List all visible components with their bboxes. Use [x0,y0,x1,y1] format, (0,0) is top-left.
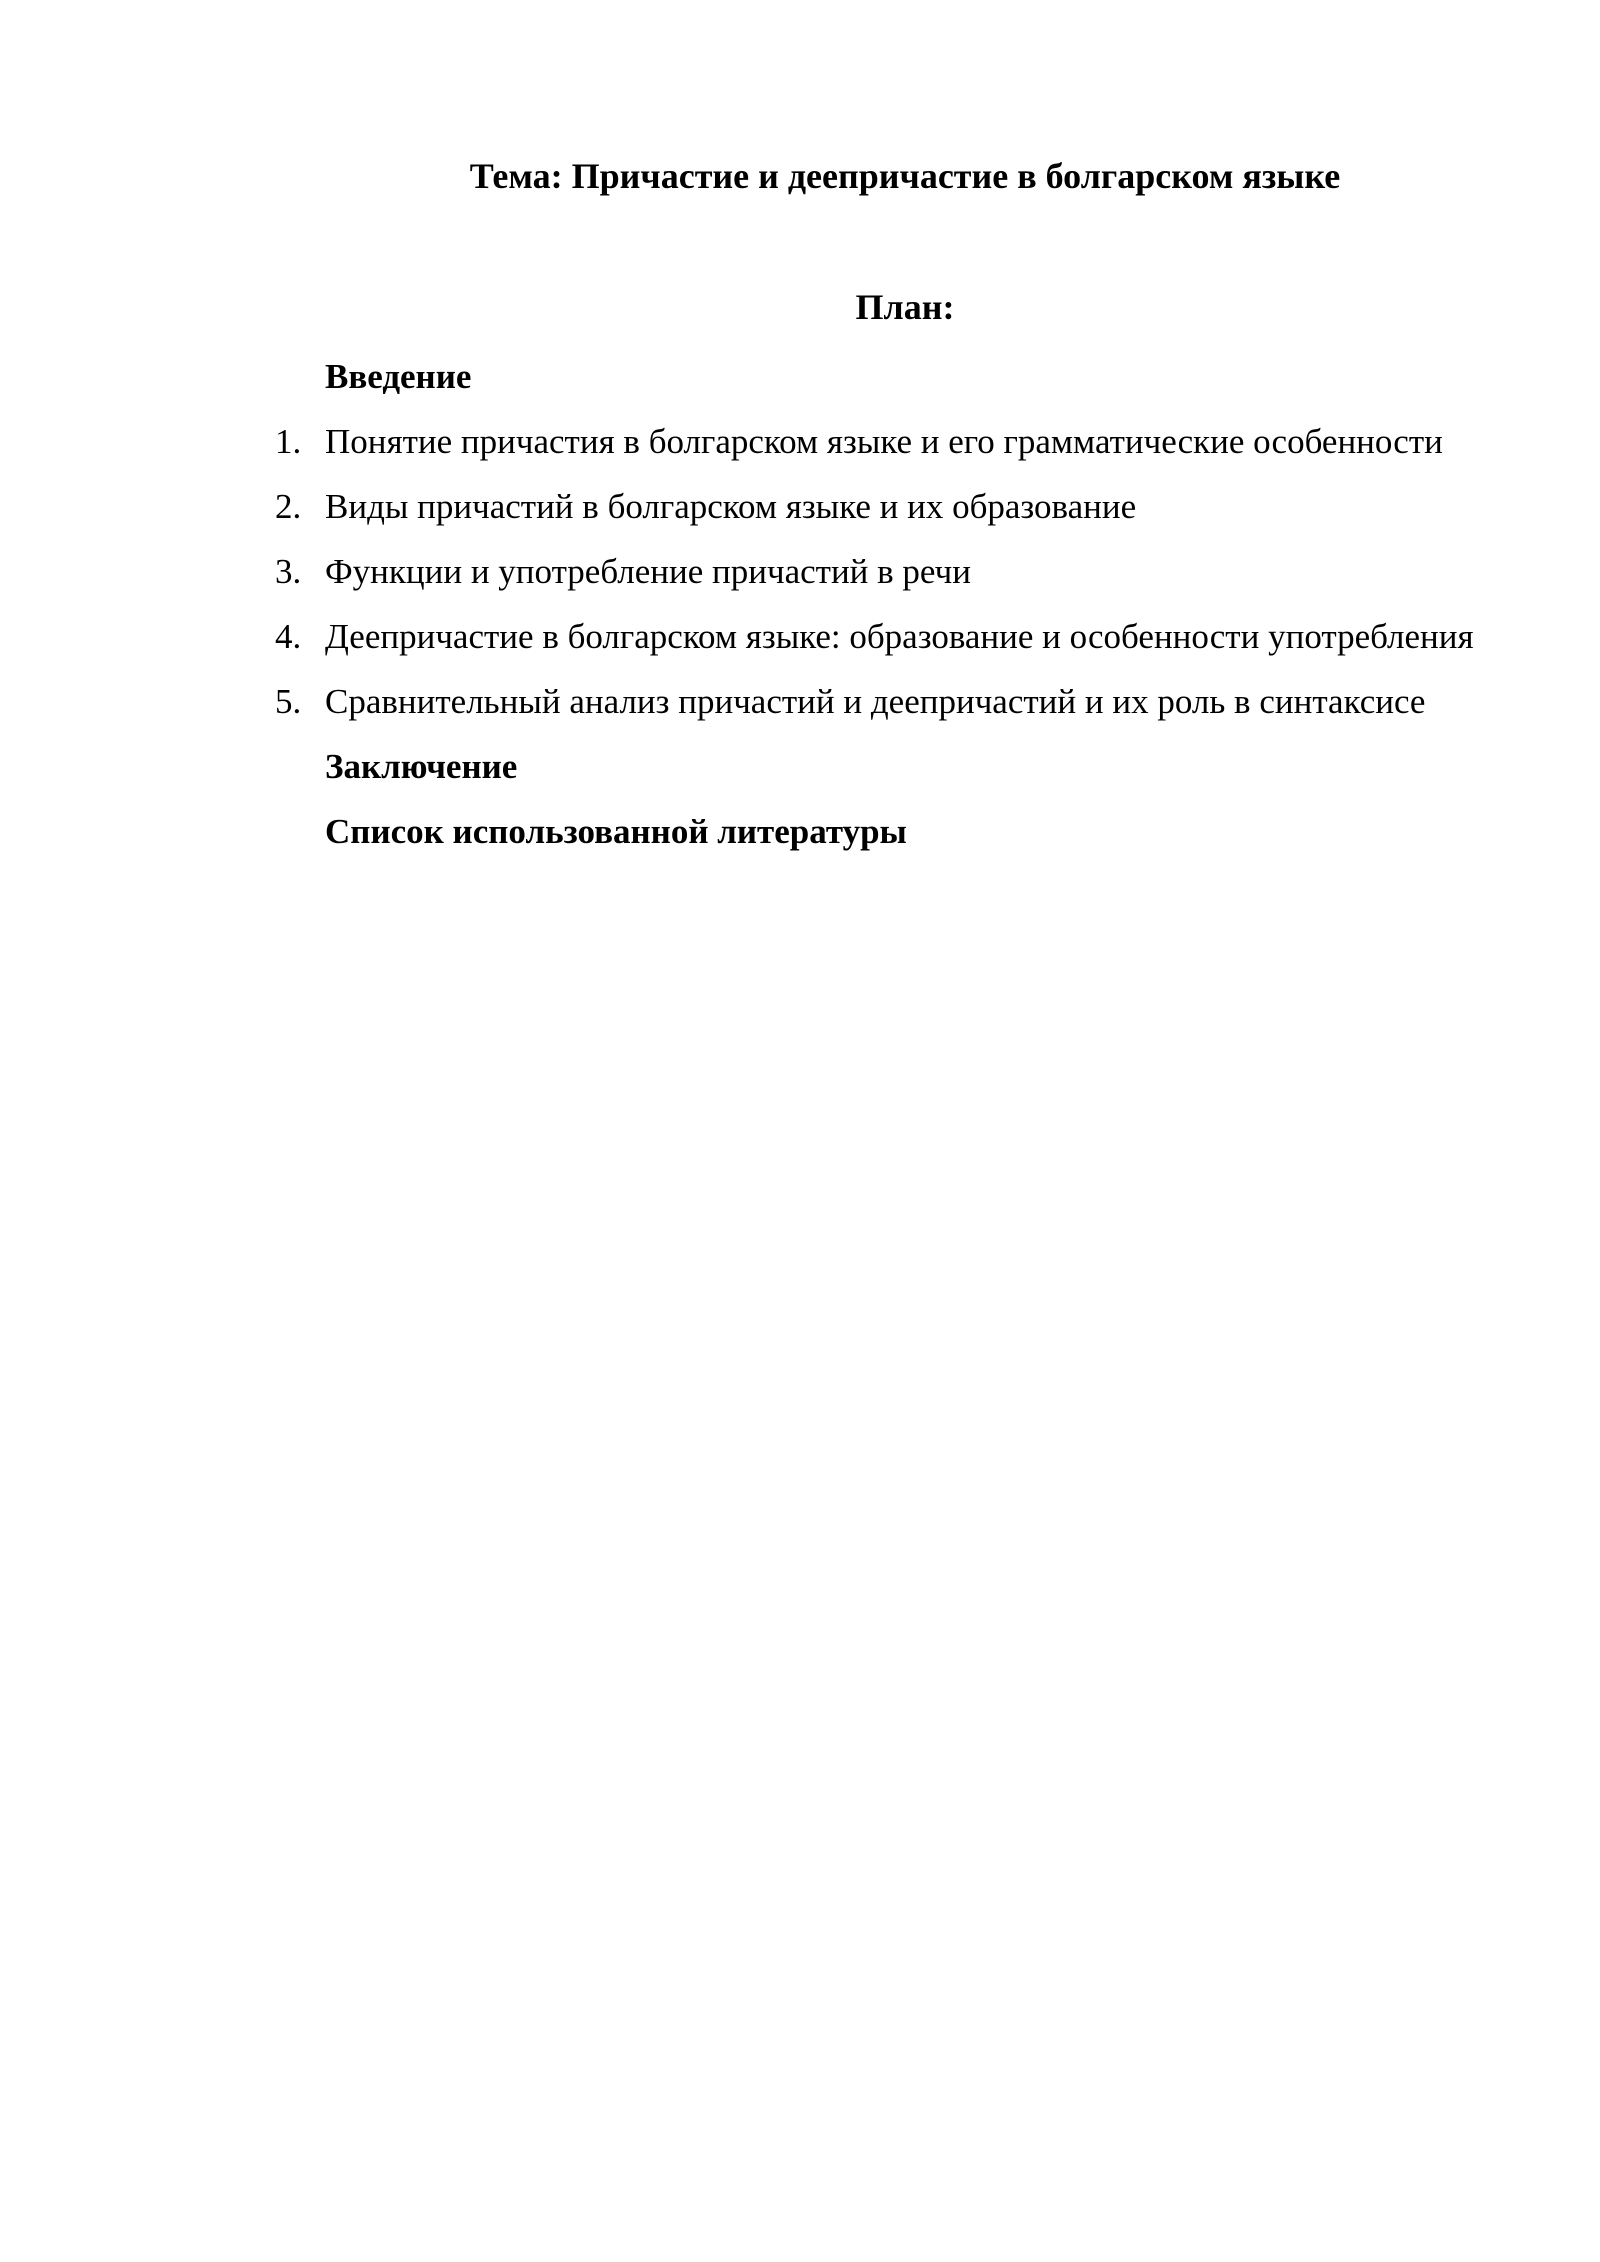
plan-list [275,409,1488,734]
plan-item-number: 2. [275,487,302,526]
plan-item-2 [275,474,1488,539]
plan-item-5 [275,669,1488,734]
plan-item-1 [275,409,1488,474]
plan-item-number: 4. [275,617,302,656]
plan-item-text: Сравнительный анализ причастий и деепричастий и их роль в синтаксисе [325,682,1426,721]
plan-content [275,344,1488,864]
plan-item-text: Функции и употребление причастий в речи [325,552,971,591]
conclusion-heading: Заключение [325,747,518,786]
plan-item-3 [275,539,1488,604]
plan-item-text: Понятие причастия в болгарском языке и его грамматические особенности [325,422,1443,461]
plan-item-text: Деепричастие в болгарском языке: образование и особенности употребления [325,617,1474,656]
intro-heading: Введение [325,357,472,396]
document-title: Тема: Причастие и деепричастие в болгарском языке [469,156,1341,196]
plan-item-number: 3. [275,552,302,591]
plan-item-number: 5. [275,682,302,721]
plan-item-text: Виды причастий в болгарском языке и их образование [325,487,1137,526]
plan-heading: План: [855,287,955,327]
references-heading: Список использованной литературы [325,812,907,851]
plan-item-number: 1. [275,422,302,461]
plan-item-4 [275,604,1488,669]
